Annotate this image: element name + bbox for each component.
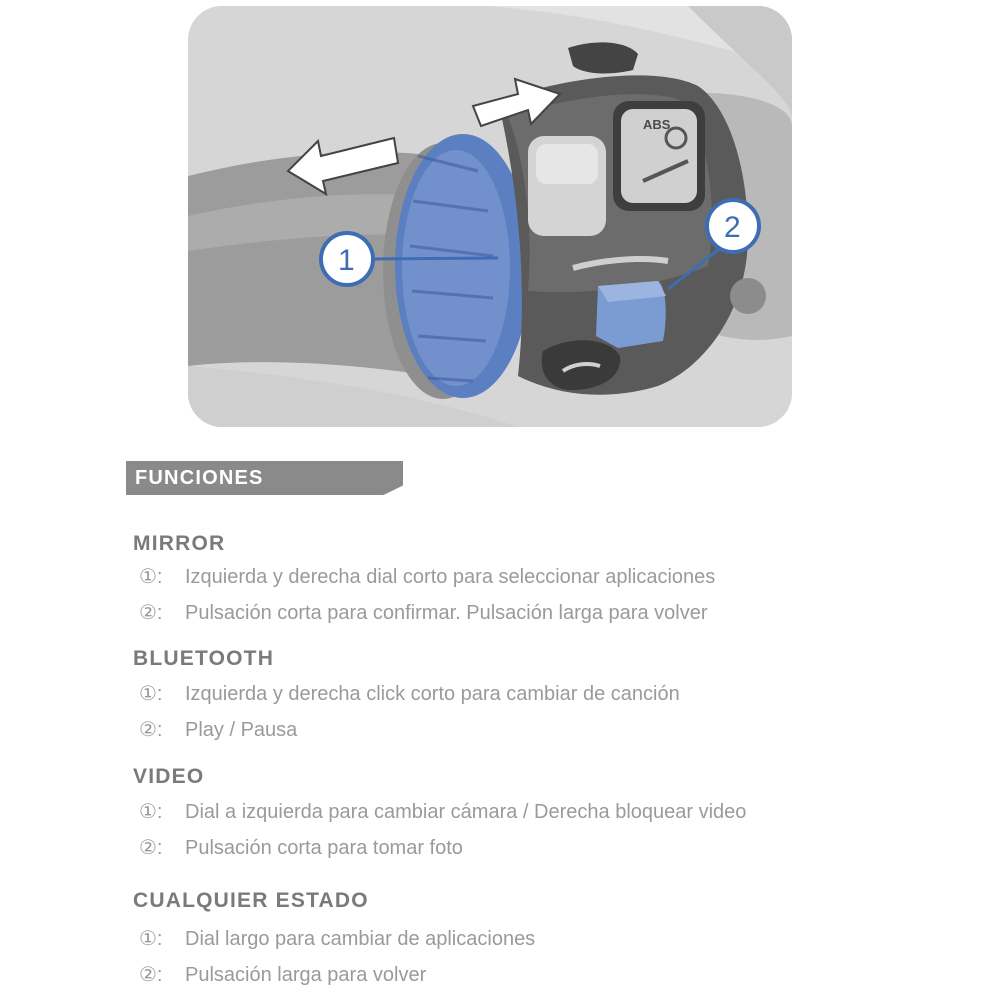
- mode-title: BLUETOOTH: [133, 647, 275, 670]
- circled-1-marker: ①:: [139, 683, 163, 705]
- instruction-text: Pulsación larga para volver: [185, 964, 427, 986]
- circled-1-marker: ①:: [139, 801, 163, 823]
- handlebar-drawing: [188, 6, 792, 427]
- list-item: [139, 926, 535, 951]
- instruction-text: Izquierda y derecha dial corto para seleccionar aplicaciones: [185, 566, 716, 588]
- list-item: [139, 835, 463, 860]
- instruction-text: Pulsación corta para tomar foto: [185, 837, 463, 859]
- list-item: [139, 962, 426, 987]
- list-item: [139, 717, 297, 742]
- circled-2-marker: ②:: [139, 837, 163, 859]
- instruction-text: Pulsación corta para confirmar. Pulsación larga para volver: [185, 602, 708, 624]
- list-item: [139, 681, 680, 706]
- callout-1-label: 1: [338, 244, 355, 277]
- instruction-text: Izquierda y derecha click corto para cambiar de canción: [185, 683, 680, 705]
- circled-1-marker: ①:: [139, 566, 163, 588]
- mode-title: VIDEO: [133, 765, 205, 788]
- section-title: FUNCIONES: [135, 467, 264, 489]
- mode-title: MIRROR: [133, 532, 226, 555]
- circled-2-marker: ②:: [139, 719, 163, 741]
- section-banner: [126, 461, 403, 495]
- list-item: [139, 600, 707, 625]
- list-item: [139, 564, 715, 589]
- abs-label: ABS: [643, 117, 671, 132]
- circled-2-marker: ②:: [139, 602, 163, 624]
- circled-2-marker: ②:: [139, 964, 163, 986]
- instruction-text: Play / Pausa: [185, 719, 298, 741]
- list-item: [139, 799, 746, 824]
- callout-2-label: 2: [724, 211, 741, 244]
- instruction-text: Dial a izquierda para cambiar cámara / Derecha bloquear video: [185, 801, 747, 823]
- circled-1-marker: ①:: [139, 928, 163, 950]
- mode-title: CUALQUIER ESTADO: [133, 889, 369, 912]
- instruction-text: Dial largo para cambiar de aplicaciones: [185, 928, 536, 950]
- controller-illustration: [188, 6, 792, 427]
